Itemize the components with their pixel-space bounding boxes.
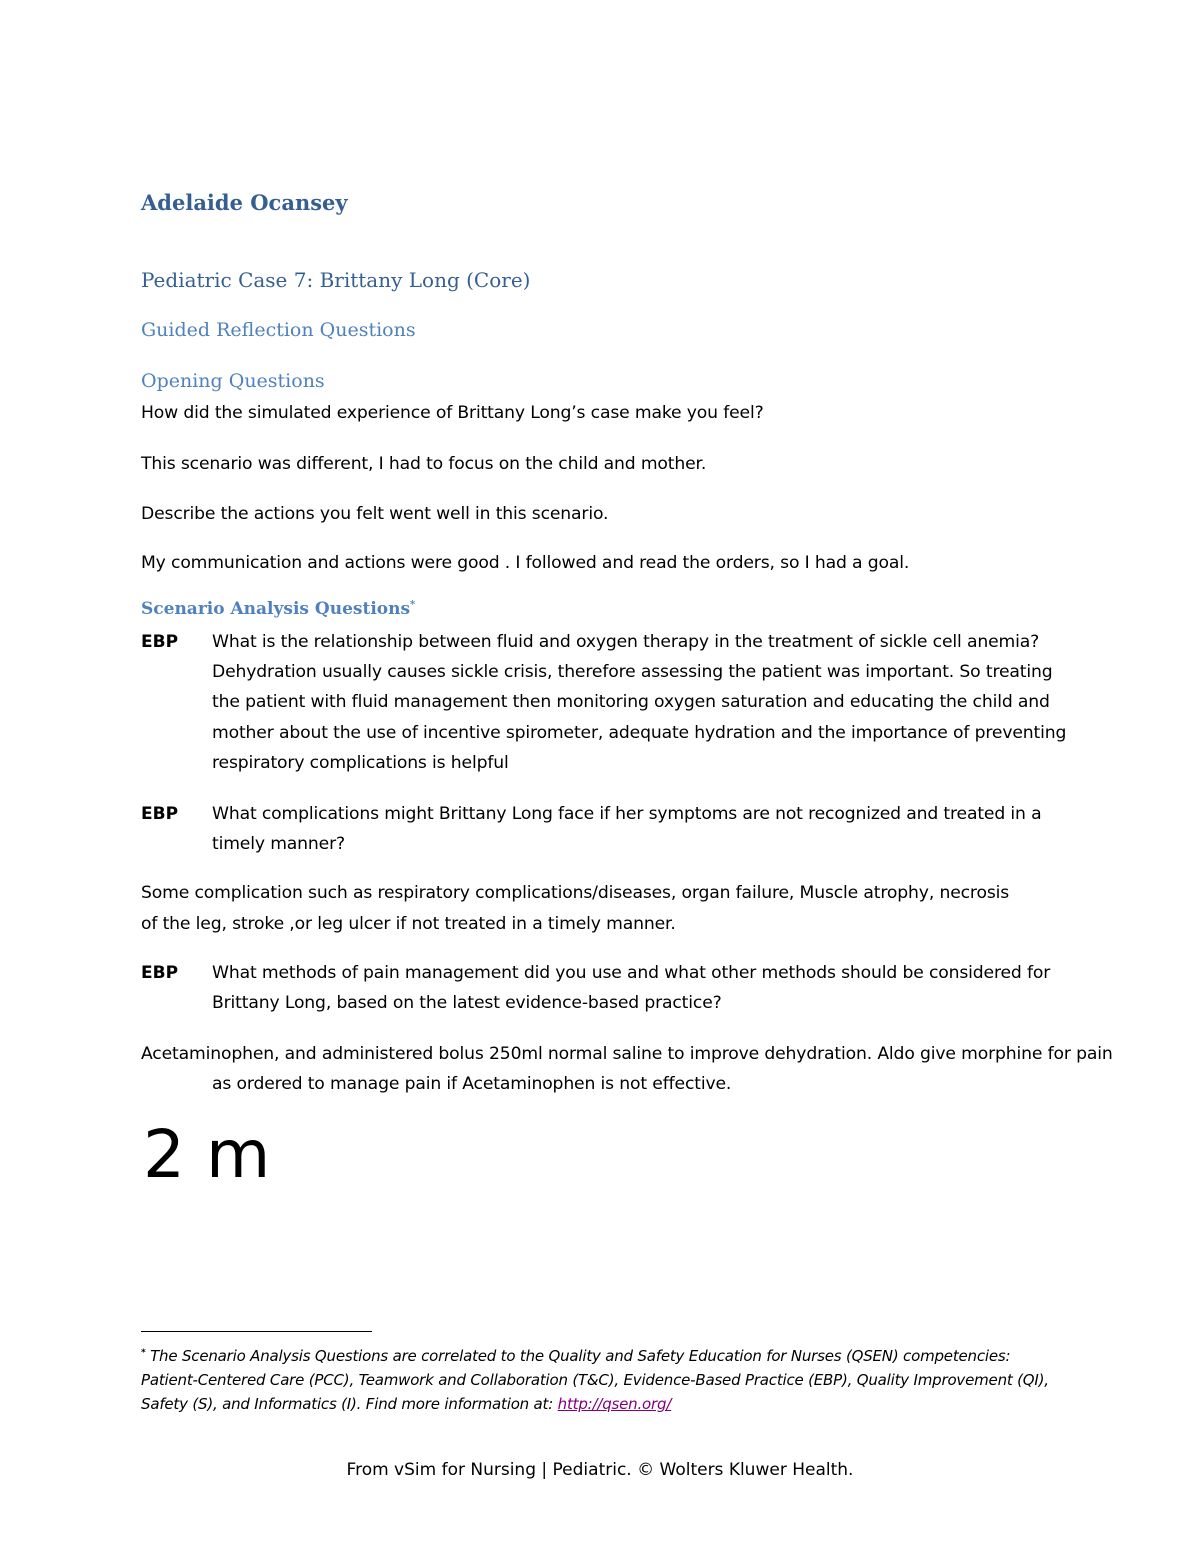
opening-answer-1: This scenario was different, I had to focus on the child and mother. — [141, 454, 707, 474]
ebp-label-2: EBP — [141, 804, 179, 824]
scenario-answer-2-line-2: of the leg, stroke ,or leg ulcer if not treated in a timely manner. — [141, 914, 676, 934]
ebp-label-1: EBP — [141, 632, 179, 652]
qsen-link[interactable]: http://qsen.org/ — [557, 1395, 672, 1413]
scenario-question-1: What is the relationship between fluid and oxygen therapy in the treatment of sickle cell anemia? Dehydration usually causes sickle crisis, therefore assessing the patient was important. So treating the patient with fluid management then monitoring oxygen saturation and educating the child and mother about the use of incentive spirometer, adequate hydration and the importance of preventing respiratory complications is helpful — [212, 632, 1067, 773]
opening-questions-heading: Opening Questions — [141, 370, 325, 392]
footnote-reference[interactable]: * — [410, 599, 416, 611]
opening-question-1: How did the simulated experience of Brittany Long’s case make you feel? — [141, 403, 764, 423]
opening-question-2: Describe the actions you felt went well in this scenario. — [141, 504, 609, 524]
scenario-question-2: What complications might Brittany Long face if her symptoms are not recognized and treated in a timely manner? — [212, 804, 1042, 855]
scenario-answer-2-line-1: Some complication such as respiratory complications/diseases, organ failure, Muscle atrophy, necrosis — [141, 883, 1010, 903]
scenario-question-3: What methods of pain management did you use and what other methods should be considered for Brittany Long, based on the latest evidence-based practice? — [212, 963, 1051, 1014]
footnote-text: The Scenario Analysis Questions are correlated to the Quality and Safety Education for Nurses (QSEN) competencies: Patient-Centered Care (PCC), Teamwork and Collaboration (T&C), Evidence-Based Practice (EBP), Quality Improvement (QI), Safety (S), and Informatics (I). Find more information at: — [141, 1347, 1049, 1413]
page-footer: From vSim for Nursing | Pediatric. © Wolters Kluwer Health. — [346, 1460, 854, 1480]
scenario-answer-3: Acetaminophen, and administered bolus 250ml normal saline to improve dehydration. Aldo give morphine for pain as ordered to manage pain if Acetaminophen is not effective. — [141, 1044, 1113, 1095]
scenario-heading-text: Scenario Analysis Questions — [141, 599, 411, 619]
scenario-analysis-heading — [141, 599, 415, 619]
large-text: 2 m — [143, 1116, 271, 1193]
author-name: Adelaide Ocansey — [141, 190, 348, 215]
footnote-divider — [141, 1331, 372, 1332]
footnote-marker: * — [141, 1348, 146, 1358]
ebp-label-3: EBP — [141, 963, 179, 983]
opening-answer-2: My communication and actions were good . I followed and read the orders, so I had a goal. — [141, 553, 910, 573]
guided-reflection-heading: Guided Reflection Questions — [141, 319, 416, 341]
case-title: Pediatric Case 7: Brittany Long (Core) — [141, 268, 531, 292]
footnote — [141, 1341, 1061, 1416]
